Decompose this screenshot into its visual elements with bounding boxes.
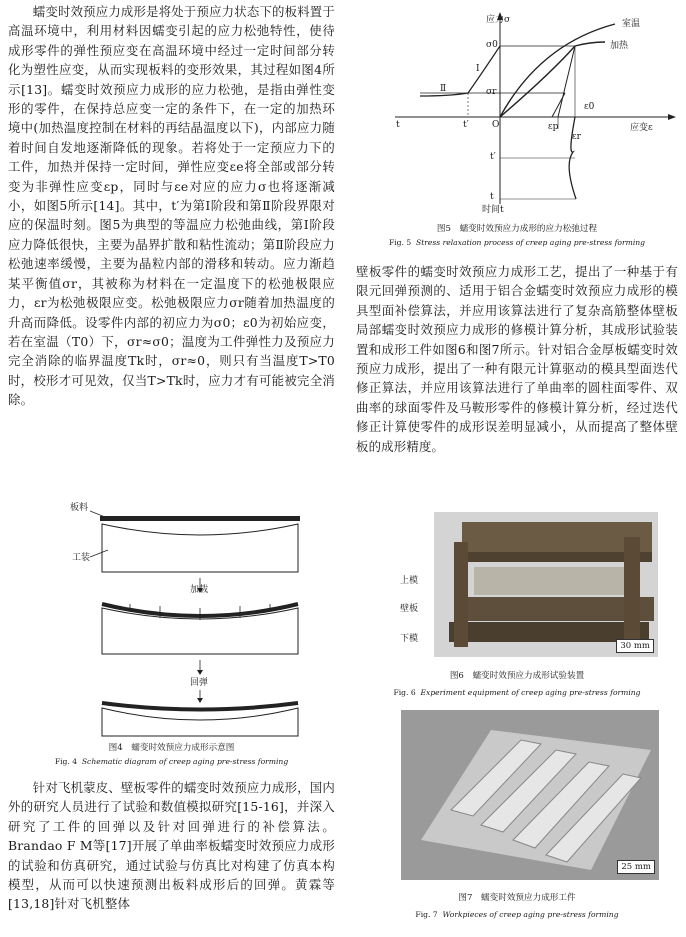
figure-4 <box>60 500 310 750</box>
figure-7-title-en: Workpieces of creep aging pre-stress forming <box>442 910 619 919</box>
right-column-body <box>356 262 678 456</box>
figure-6-number-en: Fig. 6 <box>393 688 416 697</box>
figure-5-number-en: Fig. 5 <box>388 238 412 247</box>
stage1-label: Ⅰ <box>476 64 480 74</box>
eps-r-label: εr <box>572 132 581 142</box>
figure-4-diagram <box>60 500 310 750</box>
curve-room-label: 室温 <box>622 19 641 29</box>
figure-4-number-en: Fig. 4 <box>54 757 78 766</box>
figure-6-equipment-illustration <box>434 512 658 657</box>
sigma0-label: σ0 <box>486 40 498 50</box>
figure-6-caption-en <box>356 688 678 697</box>
figure-5-caption-en <box>356 238 678 247</box>
figure-5 <box>390 4 680 219</box>
figure-7-photo <box>401 710 659 880</box>
paragraph-compensation-algorithm: 壁板零件的蠕变时效预应力成形工艺，提出了一种基于有限元回弹预测的、适用于铝合金蠕变时效预应力成形的模具型面补偿算法，并应用该算法进行了复杂高筋整体壁板局部蠕变时效预应力成形的修模计算分析，其成形试验装置和成形工件如图6和图7所示。针对铝合金厚板蠕变时效预应力成形，提出了一种有限元计算驱动的模具型面迭代修正算法，并应用该算法进行了单曲率的圆柱面零件、双曲率的球面零件及马鞍形零件的修模计算分析，经过迭代修正计算使零件的成形误差明显减小，从而提高了整体壁板的成形精度。 <box>356 264 678 454</box>
label-tool: 工装 <box>72 553 91 563</box>
figure-5-caption-cn: 图5 蠕变时效预应力成形的应力松弛过程 <box>436 224 598 234</box>
paragraph-creep-aging-intro: 蠕变时效预应力成形是将处于预应力状态下的板料置于高温环境中，利用材料因蠕变引起的应力松弛特性，使待成形零件的弹性预应变在高温环境中经过一定时间部分转化为塑性应变，从而实现板料的变形效果，其过程如图4所示[13]。蠕变时效预应力成形的应力松弛，是指由弹性变形的零件，在保持总应变一定的条件下，在一定的加热环境中(加热温度控制在材料的再结晶温度以下)，内部应力随着时间自发地逐渐降低的现象。若将处于一定预应力下的工件，加热并保持一定时间，弹性应变εe将全部或部分转变为非弹性应变εp，同时与εe对应的应力σ也将逐渐减小，如图5所示[14]。其中，t′为第Ⅰ阶段和第Ⅱ阶段界限对应的保温时刻。图5为典型的等温应力松弛曲线，第Ⅰ阶段应力降低很快，主要为晶界扩散和粘性流动；第Ⅱ阶段应力松弛速率缓慢，主要为晶粒内部的滑移和转动。应力渐趋某平衡值σr，其被称为材料在一定温度下的松弛极限应力，εr为松弛极限应变。松弛极限应力σr随着加热温度的升高而降低。设零件内部的初应力为σ0；ε0为初始应变，若在室温（T0）下，σr≈σ0；温度为工件弹性力及预应力完全消除的临界温度Tk时，σr≈0，则只有当温度T>T0时，校形才可见效，仅当T>Tk时，应力才有可能被完全消除。 <box>8 4 335 408</box>
t-down-label: t <box>490 192 494 202</box>
figure-7-workpiece-illustration <box>401 710 659 880</box>
figure-6-photo <box>434 512 658 657</box>
label-load: 加载 <box>190 585 209 595</box>
figure-7-caption-en <box>356 910 678 919</box>
eps-p-label: εp <box>548 122 559 132</box>
eps-0-label: ε0 <box>584 102 595 112</box>
figure-6-caption-cn: 图6 蠕变时效预应力成形试验装置 <box>449 671 585 681</box>
figure-7-number-en: Fig. 7 <box>415 910 438 919</box>
figure-4-caption-cn: 图4 蠕变时效预应力成形示意图 <box>108 743 235 753</box>
figure-4-title-en: Schematic diagram of creep aging pre-stress forming <box>81 757 289 766</box>
x-axis-label: 应变ε <box>630 123 653 133</box>
figure-7-scale: 25 mm <box>617 860 655 874</box>
tprime-left-label: t′ <box>463 120 469 130</box>
sigmar-label: σr <box>486 87 497 97</box>
label-lower-die: 下模 <box>400 634 419 644</box>
y-axis-label: 应力σ <box>486 15 511 25</box>
t-left-label: t <box>396 120 400 130</box>
label-plate: 板料 <box>70 503 89 513</box>
curve-heat-label: 加热 <box>610 41 629 51</box>
figure-5-chart <box>390 4 680 219</box>
paragraph-research-review: 针对飞机蒙皮、壁板零件的蠕变时效预应力成形，国内外的研究人员进行了试验和数值模拟研究[15-16]，并深入研究了工件的回弹以及针对回弹进行的补偿算法。Brandao F M等[17]开展了单曲率板蠕变时效预应力成形的试验和仿真研究，通过试验与仿真比对构建了仿真本构模型，从而可以快速预测出板料成形后的回弹。黄霖等[13,18]针对飞机整体 <box>8 780 335 912</box>
figure-7-caption-cn: 图7 蠕变时效预应力成形工件 <box>458 893 576 903</box>
figure-6-scale: 30 mm <box>616 639 654 653</box>
figure-5-title-en: Stress relaxation process of creep aging pre-stress forming <box>416 238 646 247</box>
label-springback: 回弹 <box>190 678 209 688</box>
tprime-down-label: t′ <box>490 152 496 162</box>
left-column-body <box>8 2 335 410</box>
time-axis-label: 时间t <box>482 205 504 215</box>
stage2-label: Ⅱ <box>440 84 447 94</box>
label-panel: 壁板 <box>400 604 419 614</box>
left-column-bottom <box>8 778 335 914</box>
figure-4-caption-en <box>8 757 335 766</box>
origin-label: O <box>492 120 500 130</box>
figure-6-title-en: Experiment equipment of creep aging pre-stress forming <box>420 688 641 697</box>
label-upper-die: 上模 <box>400 576 419 586</box>
